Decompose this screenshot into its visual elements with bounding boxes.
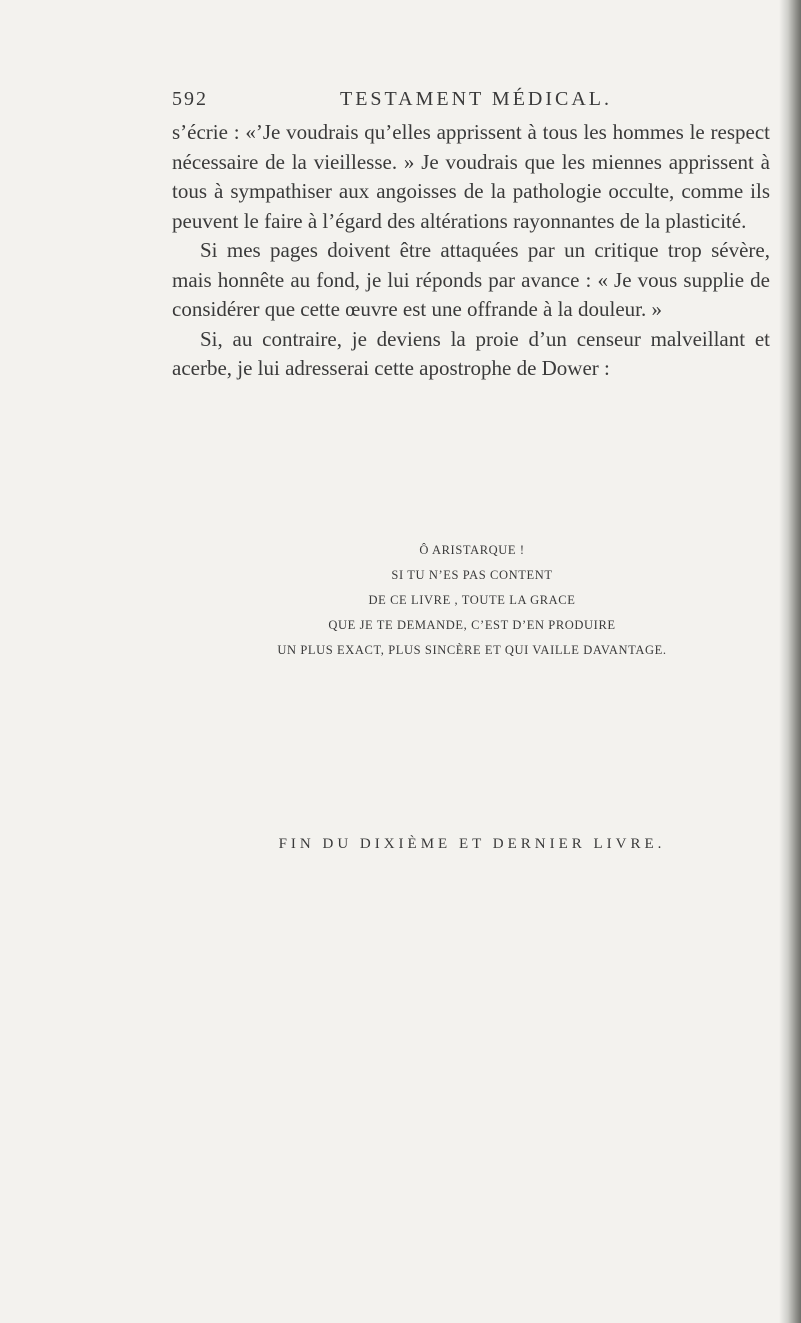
epigraph-line: Ô ARISTARQUE ! [419, 543, 525, 557]
epigraph-line: QUE JE TE DEMANDE, C’EST D’EN PRODUIRE [328, 618, 616, 632]
page-edge-shadow [779, 0, 801, 1323]
paragraph: s’écrie : «’Je voudrais qu’elles apprissent à tous les hommes le respect nécessaire de la vieillesse. » Je voudrais que les miennes apprissent à tous à sympathiser aux angoisses de la pathologie occulte, comme ils peuvent le faire à l’égard des altérations rayonnantes de la plasticité. [172, 120, 770, 233]
page-number: 592 [172, 88, 208, 110]
epigraph [172, 538, 772, 663]
paragraph: Si mes pages doivent être attaquées par un critique trop sévère, mais honnête au fond, je lui réponds par avance : « Je vous supplie de considérer que cette œuvre est une offrande à la douleur. » [172, 238, 770, 321]
body-text [172, 118, 770, 384]
epigraph-line: SI TU N’ES PAS CONTENT [391, 568, 553, 582]
epigraph-line: DE CE LIVRE , TOUTE LA GRACE [368, 593, 576, 607]
colophon: FIN DU DIXIÈME ET DERNIER LIVRE. [278, 836, 666, 852]
running-title: TESTAMENT MÉDICAL. [340, 88, 613, 110]
paragraph: Si, au contraire, je deviens la proie d’un censeur malveillant et acerbe, je lui adresserai cette apostrophe de Dower : [172, 326, 770, 380]
epigraph-line: UN PLUS EXACT, PLUS SINCÈRE ET QUI VAILLE DAVANTAGE. [277, 643, 667, 657]
running-header [172, 88, 632, 116]
